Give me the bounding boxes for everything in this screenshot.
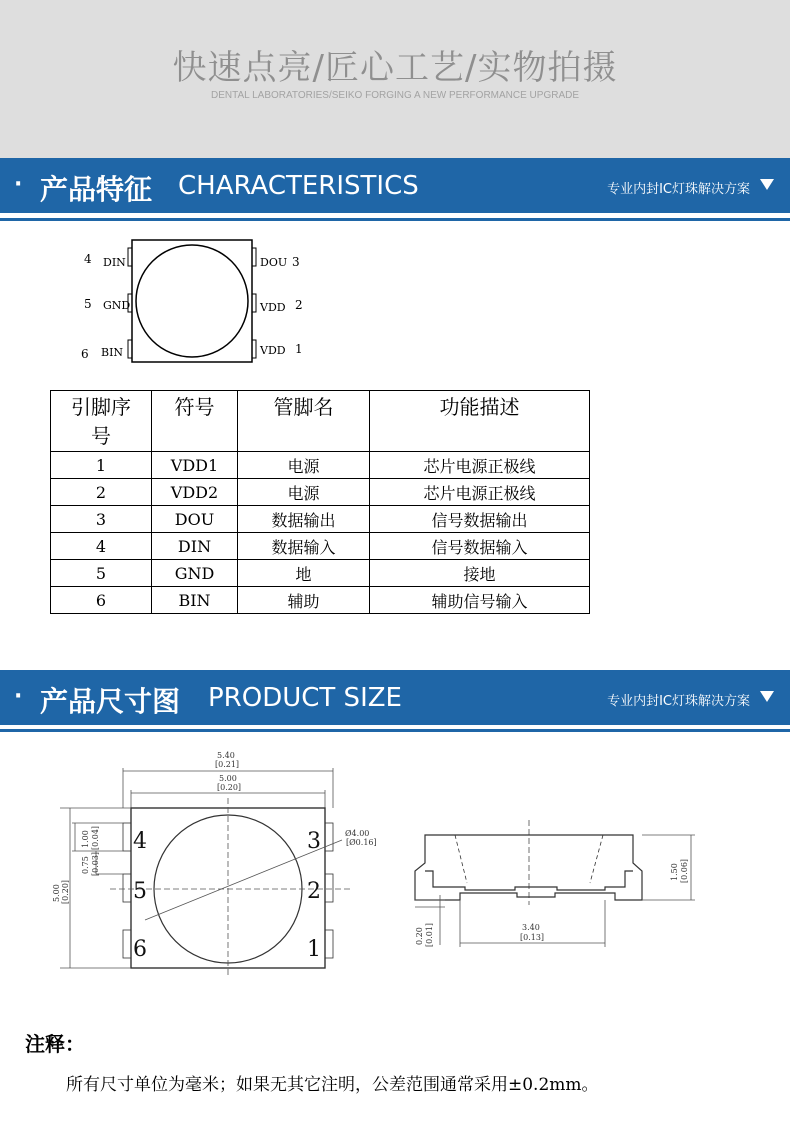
table-cell: 5 [51,560,152,587]
table-cell: BIN [152,587,238,614]
pin-label-5: 5 [133,879,147,904]
table-cell: 2 [51,479,152,506]
section-right-text: 专业内封IC灯珠解决方案 [607,694,750,709]
section-title-cn: 产品特征 [40,173,153,206]
table-cell: 芯片电源正极线 [370,479,590,506]
pin-left-name: BIN [101,346,124,359]
top-view-drawing [50,748,390,988]
table-cell: DOU [152,506,238,533]
table-cell: 电源 [238,479,370,506]
dim-top-width: 5.40 [217,751,235,760]
table-row [51,560,590,587]
section-product-size-header [0,670,790,725]
pin-left-num: 6 [81,347,89,361]
dim-height-in: [0.20] [61,879,70,904]
led-lens-circle [136,245,248,357]
table-cell: 芯片电源正极线 [370,452,590,479]
side-view-drawing [405,815,705,960]
dim-base-thk: 0.20 [415,927,424,945]
pin-left-num: 5 [84,297,92,311]
dim-height: 5.00 [52,884,61,902]
pin-right-num: 2 [295,298,303,312]
dim-lens-dia: Ø4.00 [345,829,370,838]
pin-label-4: 4 [133,829,147,854]
table-row [51,506,590,533]
dim-top-width-in: [0.21] [215,760,240,769]
table-row [51,452,590,479]
dim-inner-width-in: [0.20] [217,783,242,792]
table-cell: VDD1 [152,452,238,479]
section-characteristics-header [0,158,790,213]
section-bullet: · [14,684,23,709]
table-cell: 1 [51,452,152,479]
table-cell: 数据输入 [238,533,370,560]
triangle-down-icon [760,179,774,190]
notes-text: 所有尺寸单位为毫米；如果无其它注明，公差范围通常采用±0.2mm。 [66,1075,599,1095]
dim-bottom-width: 3.40 [522,923,540,932]
pin-right-name: DOU [260,256,288,269]
table-row [51,533,590,560]
table-row [51,479,590,506]
dim-pad-pitch: 0.75 [81,856,90,874]
section-title-cn: 产品尺寸图 [40,685,181,718]
dim-base-thk-in: [0.01] [425,922,434,947]
table-cell: 接地 [370,560,590,587]
pin-right-name: VDD [260,301,286,314]
dim-side-height-in: [0.06] [680,858,689,883]
page-title: 快速点亮/匠心工艺/实物拍摄 [172,48,618,88]
table-cell: 电源 [238,452,370,479]
table-header-cell: 符号 [152,391,238,452]
notes-title: 注释： [25,1032,85,1056]
table-cell: 4 [51,533,152,560]
table-cell: 6 [51,587,152,614]
section-title-en: CHARACTERISTICS [178,171,419,201]
pin-right-name: VDD [260,344,286,357]
section-bullet: · [14,172,23,197]
section-right-text: 专业内封IC灯珠解决方案 [607,182,750,197]
pin-label-6: 6 [133,937,147,962]
table-cell: 3 [51,506,152,533]
table-cell: VDD2 [152,479,238,506]
pin-label-3: 3 [307,829,321,854]
table-cell: 数据输出 [238,506,370,533]
pin-function-table [50,390,590,614]
dim-pad-height: 1.00 [81,830,90,848]
table-header-cell: 管脚名 [238,391,370,452]
table-header-row [51,391,590,452]
table-header-cell: 功能描述 [370,391,590,452]
dim-lens-dia-in: [Ø0.16] [346,838,377,847]
table-cell: 信号数据输入 [370,533,590,560]
dim-pad-height-in: [0.04] [91,825,100,850]
table-cell: 地 [238,560,370,587]
pin-label-2: 2 [307,879,321,904]
pin-diagram [70,238,310,373]
table-row [51,587,590,614]
pin-label-1: 1 [307,937,321,962]
section-title-en: PRODUCT SIZE [208,683,402,713]
pin-right-num: 1 [295,342,303,356]
pin-left-num: 4 [84,252,92,266]
table-cell: GND [152,560,238,587]
triangle-down-icon [760,691,774,702]
led-package-outline [132,240,252,362]
dim-pad-pitch-in: [0.03] [91,851,100,876]
section-divider [0,218,790,221]
pin-left-name: GND [103,299,131,312]
table-header-cell: 引脚序号 [51,391,152,452]
table-cell: 辅助信号输入 [370,587,590,614]
pin-right-num: 3 [292,255,300,269]
page-subtitle: DENTAL LABORATORIES/SEIKO FORGING A NEW PERFORMANCE UPGRADE [210,90,580,101]
pin-left-name: DIN [103,256,126,269]
dim-bottom-width-in: [0.13] [520,933,545,942]
dim-inner-width: 5.00 [219,774,237,783]
section-divider [0,729,790,732]
table-cell: 信号数据输出 [370,506,590,533]
dim-side-height: 1.50 [670,863,679,881]
table-cell: 辅助 [238,587,370,614]
table-cell: DIN [152,533,238,560]
